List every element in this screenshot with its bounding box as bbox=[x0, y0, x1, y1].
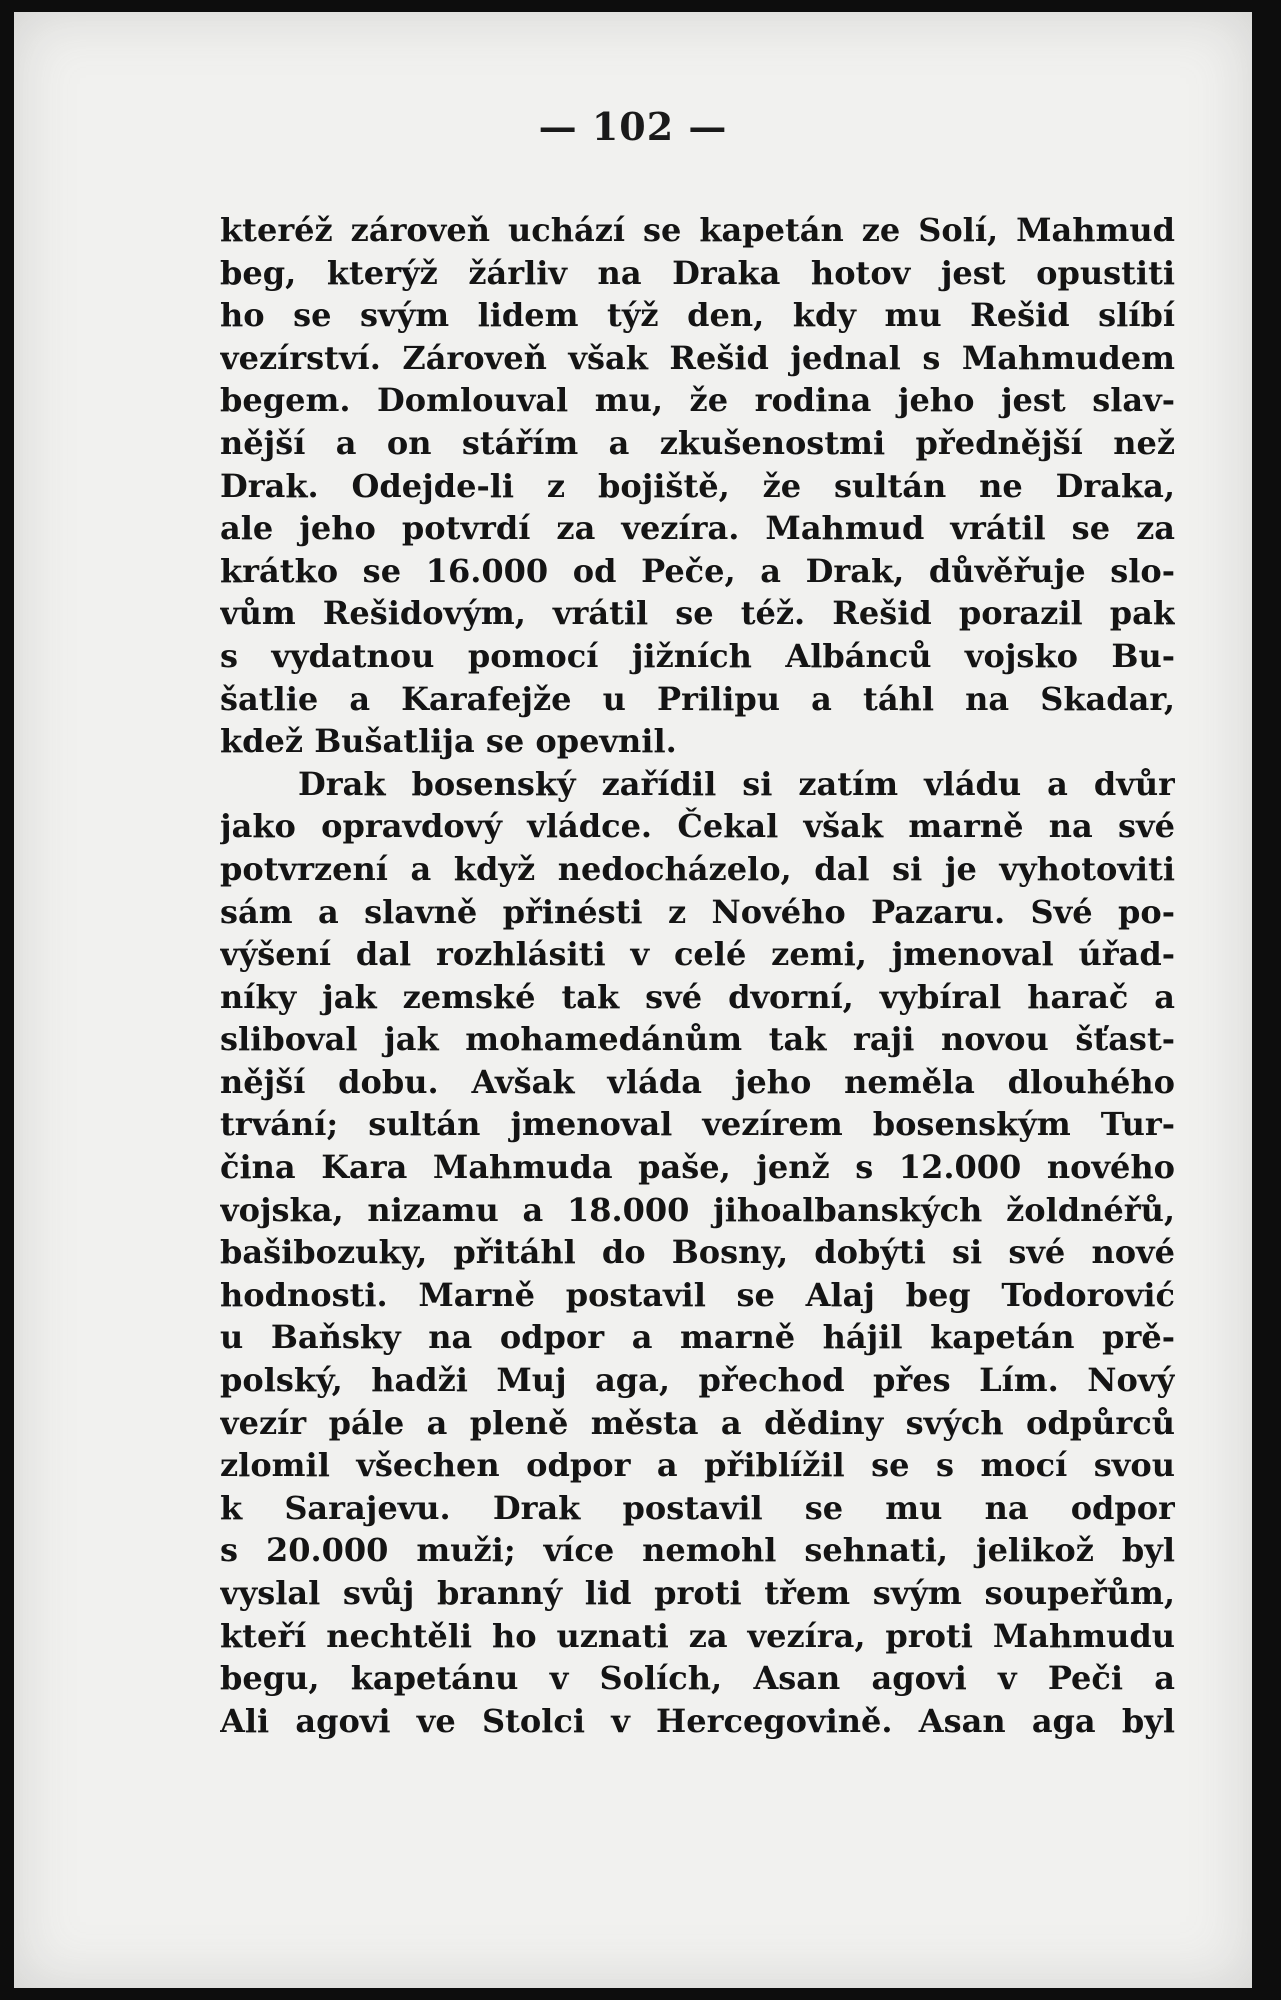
text-line: šatlie a Karafejže u Prilipu a táhl na Skadar, bbox=[220, 679, 1175, 718]
text-line: sám a slavně přinésti z Nového Pazaru. Své po- bbox=[220, 892, 1175, 931]
text-line: krátko se 16.000 od Peče, a Drak, důvěřuje slo- bbox=[220, 551, 1175, 590]
text-line: zlomil všechen odpor a přiblížil se s mocí svou bbox=[220, 1446, 1175, 1485]
text-line: bašibozuky, přitáhl do Bosny, dobýti si své nové bbox=[220, 1233, 1175, 1272]
text-line: trvání; sultán jmenoval vezírem bosenským Tur- bbox=[220, 1105, 1175, 1144]
text-line: Drak bosenský zařídil si zatím vládu a dvůr bbox=[298, 764, 1175, 803]
text-line: hodnosti. Marně postavil se Alaj beg Todorović bbox=[220, 1275, 1175, 1314]
text-line: čina Kara Mahmuda paše, jenž s 12.000 nového bbox=[220, 1148, 1175, 1187]
text-line: vům Rešidovým, vrátil se též. Rešid porazil pak bbox=[220, 594, 1175, 633]
text-line: u Baňsky na odpor a marně hájil kapetán prě- bbox=[220, 1318, 1175, 1357]
text-line: sliboval jak mohamedánům tak raji novou šťast- bbox=[220, 1020, 1175, 1059]
text-line: vyslal svůj branný lid proti třem svým soupeřům, bbox=[220, 1574, 1175, 1612]
text-line: k Sarajevu. Drak postavil se mu na odpor bbox=[220, 1488, 1175, 1527]
book-page bbox=[14, 12, 1252, 1988]
text-line: Ali agovi ve Stolci v Hercegovině. Asan aga byl bbox=[220, 1701, 1175, 1740]
text-line: begem. Domlouval mu, že rodina jeho jest slav- bbox=[220, 381, 1175, 420]
text-line: ho se svým lidem týž den, kdy mu Rešid slíbí bbox=[220, 296, 1175, 335]
text-line: kdež Bušatlija se opevnil. bbox=[220, 722, 677, 761]
text-line: níky jak zemské tak své dvorní, vybíral harač a bbox=[220, 977, 1175, 1016]
text-line: nější dobu. Avšak vláda jeho neměla dlouhého bbox=[220, 1062, 1175, 1101]
text-line: s 20.000 muži; více nemohl sehnati, jelikož byl bbox=[220, 1531, 1175, 1570]
text-line: výšení dal rozhlásiti v celé zemi, jmenoval úřad- bbox=[220, 935, 1175, 974]
page-number: — 102 — bbox=[538, 104, 728, 149]
text-line: vezír pále a pleně města a dědiny svých odpůrců bbox=[220, 1403, 1175, 1442]
text-line: s vydatnou pomocí jižních Albánců vojsko Bu- bbox=[220, 636, 1175, 675]
text-line: vezírství. Zároveň však Rešid jednal s Mahmudem bbox=[220, 338, 1175, 377]
text-line: ale jeho potvrdí za vezíra. Mahmud vrátil se za bbox=[220, 509, 1175, 548]
text-line: nější a on stářím a zkušenostmi přednější než bbox=[220, 423, 1175, 462]
text-line: kteří nechtěli ho uznati za vezíra, proti Mahmudu bbox=[220, 1616, 1175, 1655]
body-text bbox=[220, 209, 1175, 1742]
text-line: beg, kterýž žárliv na Draka hotov jest opustiti bbox=[220, 253, 1175, 292]
text-line: jako opravdový vládce. Čekal však marně na své bbox=[220, 807, 1175, 846]
text-line: kteréž zároveň uchází se kapetán ze Solí, Mahmud bbox=[220, 211, 1175, 249]
text-line: Drak. Odejde-li z bojiště, že sultán ne Draka, bbox=[220, 466, 1175, 505]
text-line: vojska, nizamu a 18.000 jihoalbanských žoldnéřů, bbox=[220, 1190, 1175, 1229]
text-line: begu, kapetánu v Solích, Asan agovi v Peči a bbox=[220, 1659, 1175, 1698]
text-line: potvrzení a když nedocházelo, dal si je vyhotoviti bbox=[220, 849, 1175, 888]
text-line: polský, hadži Muj aga, přechod přes Lím. Nový bbox=[220, 1361, 1175, 1400]
